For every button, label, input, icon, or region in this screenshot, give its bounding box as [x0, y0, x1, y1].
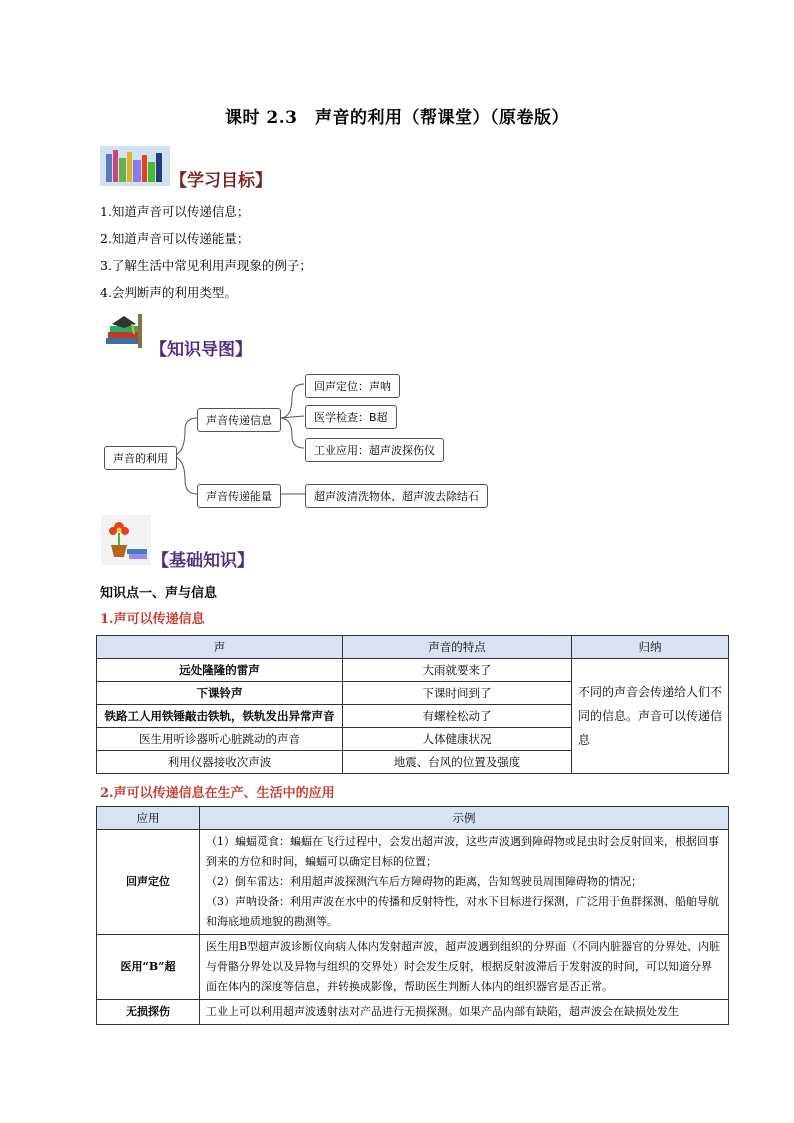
study-books-icon — [102, 310, 150, 354]
knowledge-point-title: 知识点一、声与信息 — [100, 586, 218, 601]
table-header: 归纳 — [572, 636, 729, 659]
mindmap-leaf: 工业应用：超声波探伤仪 — [305, 438, 444, 462]
mindmap-branch-info: 声音传递信息 — [197, 408, 281, 432]
flower-pot-icon — [101, 515, 151, 565]
mindmap-heading: 【知识导图】 — [150, 340, 252, 360]
table-row: 医生用听诊器听心脏跳动的声音 人体健康状况 — [97, 728, 729, 751]
objective-item: 4.会判断声的利用类型。 — [100, 285, 237, 300]
table-row: 利用仪器接收次声波 地震、台风的位置及强度 — [97, 751, 729, 774]
objective-item: 3.了解生活中常见利用声现象的例子； — [100, 258, 312, 273]
info-table — [96, 635, 729, 774]
table-row: 远处隆隆的雷声 大雨就要来了 不同的声音会传递给人们不同的信息。声音可以传递信息 — [97, 659, 729, 682]
objective-item: 2.知道声音可以传递能量； — [100, 231, 250, 246]
table-row: 回声定位 （1）蝙蝠觅食：蝙蝠在飞行过程中，会发出超声波，这些声波遇到障碍物或昆虫时会反射回来，根据回事到来的方位和时间，蝙蝠可以确定目标的位置； （2）倒车雷达：利用超声波探测汽车后方障碍物的距离，告知驾驶员周围障碍物的情况； （3）声呐设备：利用声波在水中的传播和反射特性，对水下目标进行探测，广泛用于鱼群探测、船舶导航和海底地质地貌的勘测等。 — [97, 830, 729, 935]
table-header: 应用 — [97, 807, 200, 830]
table-row: 无损探伤 工业上可以利用超声波透射法对产品进行无损探测。如果产品内部有缺陷，超声波会在缺损处发生 — [97, 1000, 729, 1025]
objective-item: 1.知道声音可以传递信息； — [100, 204, 250, 219]
table-header: 示例 — [200, 807, 729, 830]
subsection-title: 2.声可以传递信息在生产、生活中的应用 — [100, 786, 335, 801]
objectives-heading: 【学习目标】 — [170, 171, 272, 191]
table-row: 医用“B”超 医生用B型超声波诊断仪向病人体内发射超声波，超声波遇到组织的分界面（不同内脏器官的分界处、内脏与骨骼分界处以及异物与组织的交界处）时会发生反射，根据反射波滞后于发射波的时间，可以知道分界面在体内的深度等信息，并转换成影像，帮助医生判断人体内的组织器官是否正常。 — [97, 935, 729, 1000]
mindmap-leaf: 超声波清洗物体、超声波去除结石 — [305, 484, 488, 508]
basics-heading: 【基础知识】 — [152, 551, 254, 571]
table-row: 下课铃声 下课时间到了 — [97, 682, 729, 705]
table-row: 铁路工人用铁锤敲击铁轨，铁轨发出异常声音 有螺栓松动了 — [97, 705, 729, 728]
table-header: 声 — [97, 636, 343, 659]
mindmap-leaf: 医学检查：B超 — [305, 405, 397, 429]
table-header: 声音的特点 — [343, 636, 572, 659]
books-icon — [100, 146, 170, 186]
application-table — [96, 806, 729, 1025]
page-title: 课时 2.3 声音的利用（帮课堂）（原卷版） — [225, 108, 569, 128]
mindmap-branch-energy: 声音传递能量 — [197, 484, 281, 508]
summary-cell: 不同的声音会传递给人们不同的信息。声音可以传递信息 — [572, 659, 729, 774]
subsection-title: 1.声可以传递信息 — [100, 612, 205, 627]
mindmap-root: 声音的利用 — [104, 446, 177, 470]
mindmap-leaf: 回声定位：声呐 — [305, 374, 400, 398]
